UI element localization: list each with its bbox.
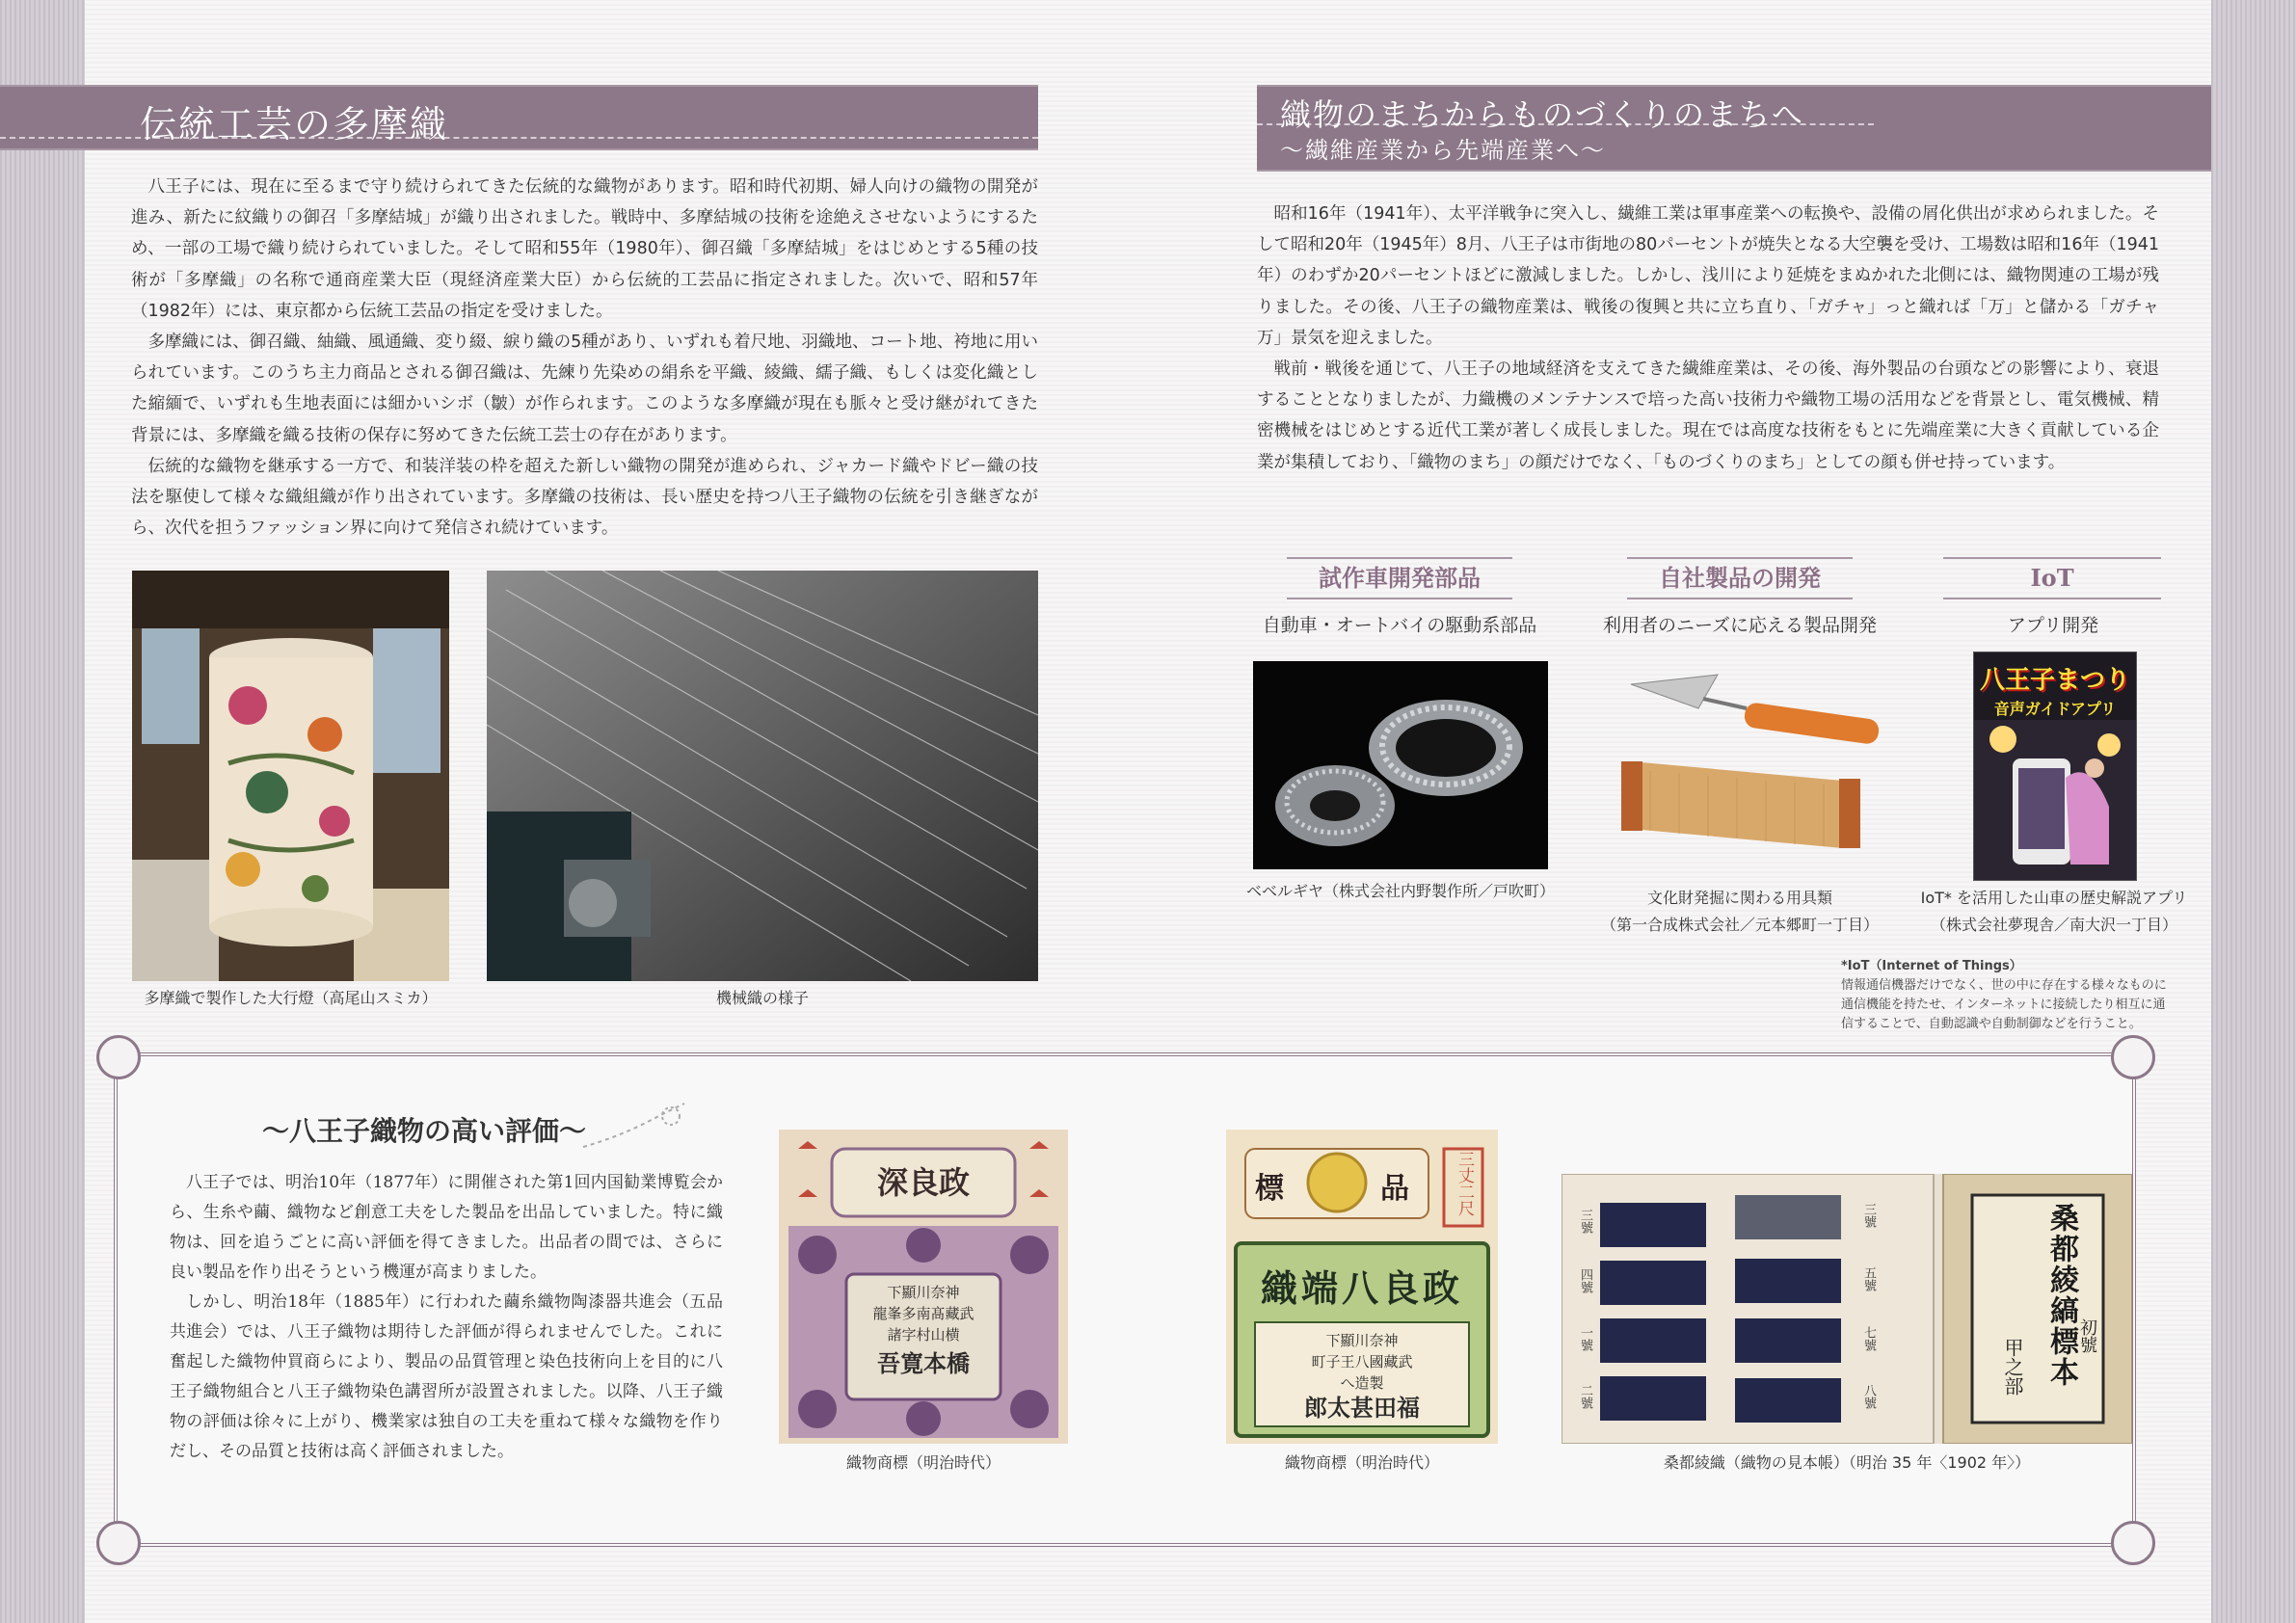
category-sub-products: 利用者のニーズに応える製品開発 — [1602, 615, 1878, 636]
category-head-parts: 試作車開発部品 — [1287, 557, 1512, 599]
label2-line: へ造製 — [1340, 1374, 1384, 1392]
textile-trademark-label-1 — [779, 1130, 1068, 1444]
iot-note-title: *IoT（Internet of Things） — [1841, 959, 2022, 973]
trademark-caption-2: 織物商標（明治時代） — [1284, 1453, 1439, 1472]
right-paragraph: 戦前・戦後を通じて、八王子の地域経済を支えてきた繊維産業は、その後、海外製品の台頭などの影響により、衰退することとなりましたが、力織機のメンテナンスで培った高い技術力や織物工場の活用などを背景とし、電気機械、精密機械をはじめとする近代工業が著しく成長しました。現在では高度な技術をもとに先端産業に大きく貢献している企業が集積しており、「織物のまち」の顔だけでなく、「ものづくりのまち」としての顔も併せ持っています。 — [1257, 359, 2159, 472]
label2-badge-right: 品 — [1380, 1172, 1409, 1206]
right-section-subtitle: ～繊維産業から先端産業へ～ — [1280, 137, 1606, 164]
right-section-banner — [1257, 85, 2211, 172]
right-body-text — [1257, 199, 2159, 478]
evaluation-paragraph: 八王子では、明治10年（1877年）に開催された第1回内国勧業博覧会から、生糸や繭、織物など創意工夫をした製品を出品していました。特に織物は、回を追うごとに高い評価を得てきました。出品者の間では、さらに良い製品を作り出そうという機運が高まりました。 — [170, 1173, 723, 1282]
category-head-iot: IoT — [1943, 557, 2161, 599]
sample-book-sub: 甲之部 — [2001, 1338, 2024, 1396]
trademark-caption-1: 織物商標（明治時代） — [845, 1453, 1001, 1472]
label2-body — [1255, 1330, 1469, 1422]
sample-label: 五號 — [1861, 1266, 1876, 1291]
app-screen-title: 八王子まつり — [1979, 666, 2130, 695]
right-section-title: 織物のまちからものづくりのまちへ — [1280, 96, 1805, 133]
left-body-text — [131, 172, 1038, 544]
frame-corner — [96, 1521, 141, 1565]
app-caption-2: （株式会社夢現舎／南大沢一丁目） — [1930, 916, 2177, 934]
evaluation-title: ～八王子織物の高い評価～ — [262, 1115, 587, 1147]
lantern-caption: 多摩織で製作した大行燈（高尾山スミカ） — [144, 989, 438, 1007]
sample-label: 八號 — [1861, 1384, 1876, 1409]
left-section-title: 伝統工芸の多摩織 — [140, 103, 449, 146]
tools-caption-1: 文化財発掘に関わる用具類 — [1646, 889, 1832, 907]
sample-label: 三號 — [1861, 1203, 1876, 1228]
loom-photo — [487, 571, 1038, 981]
category-sub-parts: 自動車・オートバイの駆動系部品 — [1262, 615, 1537, 636]
left-paragraph: 伝統的な織物を継承する一方で、和装洋装の枠を超えた新しい織物の開発が進められ、ジャカード織やドビー織の技法を駆使して様々な織組織が作り出されています。多摩織の技術は、長い歴史を持つ八王子織物の伝統を引き継ぎながら、次代を担うファッション界に向けて発信され続けています。 — [131, 456, 1038, 539]
label2-line: 下顯川奈神 — [1325, 1332, 1399, 1349]
app-screen-subtitle: 音声ガイドアプリ — [1993, 700, 2117, 718]
textile-sample-book — [1562, 1174, 2132, 1444]
app-caption-1: IoT* を活用した山車の歴史解説アプリ — [1920, 889, 2188, 907]
decorative-swirl — [578, 1099, 694, 1157]
sample-label: 一號 — [1578, 1326, 1592, 1351]
iot-note-line: 信することで、自動認識や自動制御などを行うこと。 — [1841, 1017, 2142, 1031]
label1-line: 龍峯多南髙藏武 — [872, 1305, 974, 1322]
frame-corner — [96, 1035, 141, 1079]
sample-label: 三號 — [1578, 1209, 1592, 1234]
label2-line: 町子王八國藏武 — [1311, 1353, 1413, 1370]
label2-badge-left: 標 — [1255, 1172, 1284, 1206]
iot-note-line: 通信機能を持たせ、インターネットに接続したり相互に通 — [1841, 998, 2166, 1012]
frame-corner — [2111, 1521, 2155, 1565]
festival-app-screenshot — [1973, 652, 2137, 881]
category-head-products: 自社製品の開発 — [1627, 557, 1853, 599]
bevel-gear-caption: ベベルギヤ（株式会社内野製作所／戸吹町） — [1245, 882, 1555, 900]
label1-line: 下顯川奈神 — [887, 1284, 960, 1301]
textile-trademark-label-2 — [1226, 1130, 1498, 1444]
label1-line: 諸字村山横 — [887, 1326, 960, 1344]
bevel-gear-photo — [1253, 661, 1548, 869]
label1-body — [846, 1282, 1001, 1377]
label2-main-text: 織端八良政 — [1260, 1266, 1463, 1310]
left-paragraph: 多摩織には、御召織、紬織、風通織、変り綴、綟り織の5種があり、いずれも着尺地、羽織地、コート地、袴地に用いられています。このうち主力商品とされる御召織は、先練り先染めの絹糸を平織、綾織、繻子織、もしくは変化織とした縮緬で、いずれも生地表面には細かいシボ（皺）が作られます。このような多摩織が現在も脈々と受け継がれてきた背景には、多摩織を織る技術の保存に努めてきた伝統工芸士の存在があります。 — [131, 333, 1038, 445]
loom-caption: 機械織の様子 — [715, 989, 809, 1007]
right-border-stripe — [2211, 0, 2296, 1623]
iot-note — [1841, 957, 2207, 1034]
label2-line: 郎太甚田福 — [1304, 1394, 1420, 1422]
lantern-photo — [132, 571, 449, 981]
excavation-tools-photo — [1612, 665, 1891, 867]
label1-line: 吾寛本橋 — [877, 1349, 970, 1377]
evaluation-body-text — [170, 1168, 723, 1467]
frame-corner — [2111, 1035, 2155, 1079]
iot-note-line: 情報通信機器だけでなく、世の中に存在する様々なものに — [1841, 978, 2167, 993]
right-paragraph: 昭和16年（1941年）、太平洋戦争に突入し、繊維工業は軍事産業への転換や、設備の屑化供出が求められました。そして昭和20年（1945年）8月、八王子は市街地の80パーセントが焼失となる大空襲を受け、工場数は昭和16年（1941年）のわずか20パーセントほどに激減しました。しかし、浅川により延焼をまぬかれた北側には、織物関連の工場が残りました。その後、八王子の織物産業は、戦後の復興と共に立ち直り、「ガチャ」っと織れば「万」と儲かる「ガチャ万」景気を迎えました。 — [1257, 204, 2159, 348]
left-border-stripe — [0, 0, 85, 1623]
sample-book-side: 初號 — [2077, 1318, 2097, 1353]
sample-label: 四號 — [1578, 1268, 1592, 1293]
sample-label: 七號 — [1861, 1326, 1876, 1351]
sample-label: 二號 — [1578, 1384, 1592, 1409]
evaluation-paragraph: しかし、明治18年（1885年）に行われた繭糸織物陶漆器共進会（五品共進会）では、八王子織物は期待した評価が得られませんでした。これに奮起した織物仲買商らにより、製品の品質管理と染色技術向上を目的に八王子織物組合と八王子織物染色講習所が設置されました。以降、八王子織物の評価は徐々に上がり、機業家は独自の工夫を重ねて様々な織物を作りだし、その品質と技術は高く評価されました。 — [170, 1292, 723, 1461]
category-sub-iot: アプリ開発 — [2007, 615, 2099, 636]
tools-caption-2: （第一合成株式会社／元本郷町一丁目） — [1600, 916, 1879, 934]
left-section-banner — [0, 85, 1038, 150]
sample-book-caption: 桑都綾織（織物の見本帳）（明治 35 年〈1902 年〉） — [1663, 1453, 2031, 1472]
left-paragraph: 八王子には、現在に至るまで守り続けられてきた伝統的な織物があります。昭和時代初期、婦人向けの織物の開発が進み、新たに紋織りの御召「多摩結城」が織り出されました。戦時中、多摩結城の技術を途絶えさせないようにするため、一部の工場で織り続けられていました。そして昭和55年（1980年）、御召織「多摩結城」をはじめとする5種の技術が「多摩織」の名称で通商産業大臣（現経済産業大臣）から伝統的工芸品に指定されました。次いで、昭和57年（1982年）には、東京都から伝統工芸品の指定を受けました。 — [131, 177, 1038, 321]
label1-top-text: 深良政 — [876, 1164, 970, 1201]
label2-stamp: 三丈二尺 — [1455, 1151, 1474, 1216]
sample-book-title: 桑都綾縞標本 — [2044, 1203, 2078, 1388]
